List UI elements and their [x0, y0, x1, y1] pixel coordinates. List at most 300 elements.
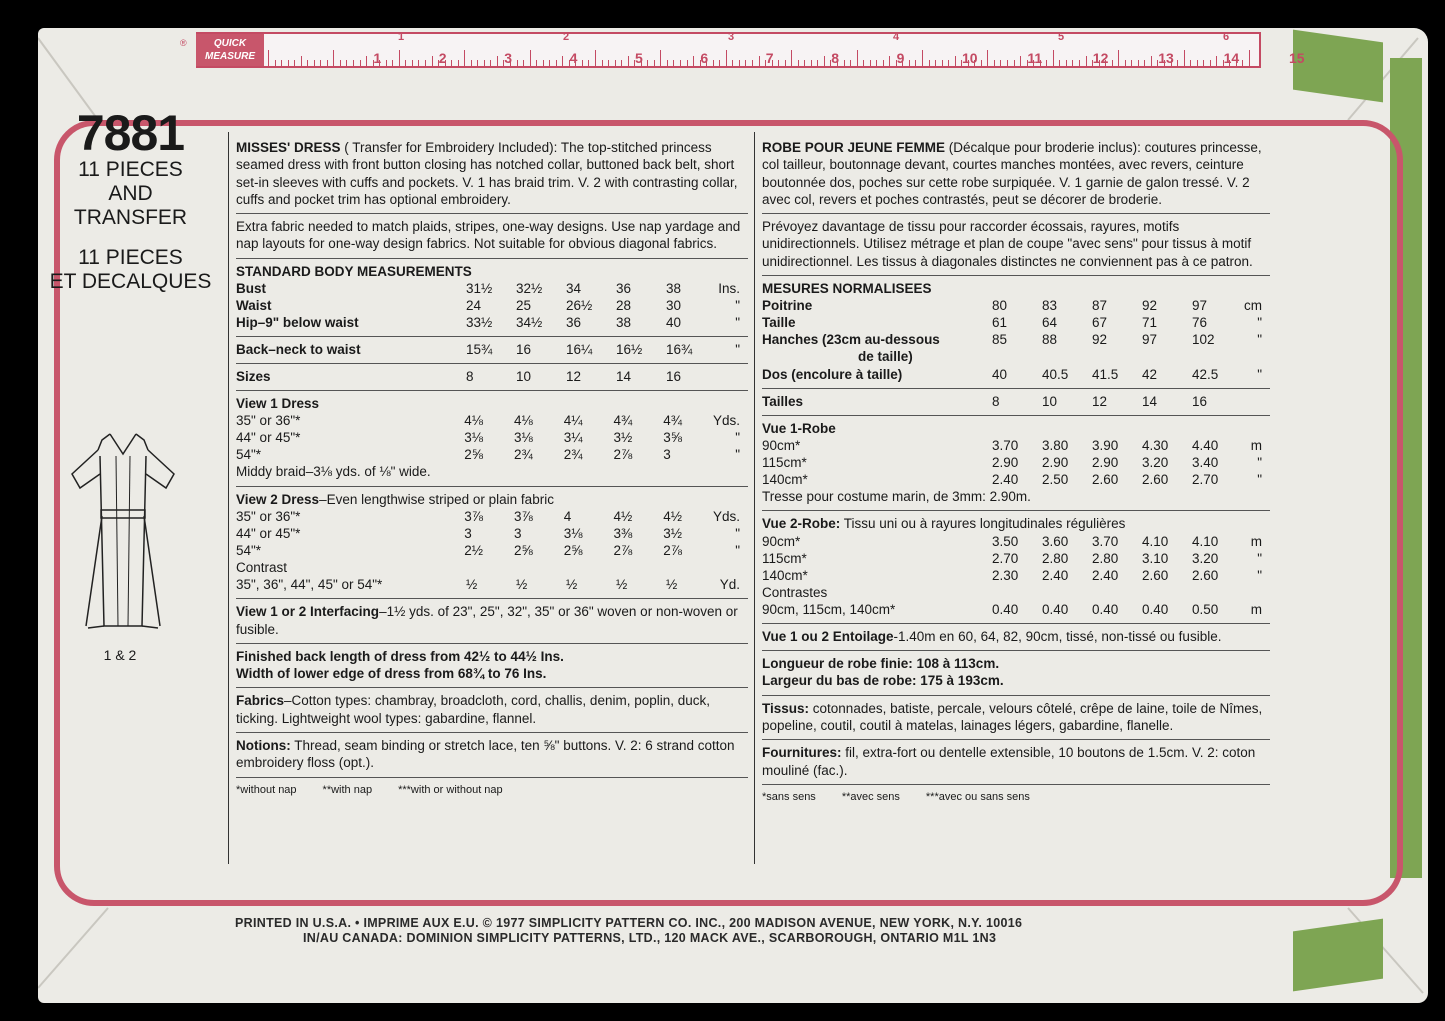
cell-value: 3⅛: [464, 430, 484, 446]
printed-notice: PRINTED IN U.S.A. • IMPRIME AUX E.U. © 1977 SIMPLICITY PATTERN CO. INC., 200 MADISON AVENUE, NEW YORK, N.Y. 10016 IN/AU CANADA: DOMINION SIMPLICITY PATTERNS, LTD., 120 MACK AVE., SCARBOROUGH, ONTARIO M1L 1N3: [235, 916, 1023, 945]
ruler-tick: [320, 60, 321, 66]
registered-mark: ®: [180, 38, 187, 48]
ruler-tick: [556, 60, 557, 66]
ruler-cm-label: 8: [831, 50, 839, 66]
ruler-tick: [759, 56, 760, 66]
ruler-tick: [1210, 60, 1211, 66]
ruler-tick: [922, 50, 923, 66]
cell-value: 2⅝: [464, 447, 484, 463]
cell-value: ½: [566, 577, 578, 593]
table-row: [236, 429, 748, 446]
cell-value: 2⅝: [514, 542, 533, 558]
table-row: [236, 525, 748, 542]
unit: ": [1257, 332, 1262, 348]
cell-value: 15¾: [466, 342, 493, 358]
unit: ": [735, 447, 740, 463]
ruler-cm-label: 6: [700, 50, 709, 66]
cell-value: 3.70: [1092, 533, 1119, 549]
cell-value: 41.5: [1092, 366, 1119, 382]
table-row: [236, 341, 748, 358]
ruler-inch-label: 3: [728, 31, 735, 43]
cell-value: 4¾: [613, 413, 633, 429]
ruler-tick: [268, 50, 269, 66]
cell-value: 33½: [466, 315, 493, 331]
unit: [1242, 393, 1270, 410]
ruler-tick: [785, 60, 786, 66]
ruler-cm-label: 11: [1027, 50, 1043, 66]
ruler-inch-label: 2: [563, 31, 570, 43]
interfacing-fr: Vue 1 ou 2 Entoilage-1.40m en 60, 64, 82, 90cm, tissé, non-tissé ou fusible.: [762, 624, 1270, 651]
ruler-tick: [732, 60, 733, 66]
unit: ": [1257, 567, 1262, 583]
footnotes-en: *without nap **with nap ***with or without nap: [236, 783, 503, 796]
unit: Yd.: [719, 577, 740, 593]
ruler-tick: [307, 60, 308, 66]
ruler-tick: [1020, 56, 1021, 66]
cell-value: 36: [616, 281, 632, 297]
ruler-tick: [405, 60, 406, 66]
cell-value: 83: [1042, 298, 1058, 314]
ruler-tick: [673, 60, 674, 66]
cell-value: 40: [992, 366, 1008, 382]
cell-value: 2.40: [992, 471, 1019, 487]
row-label: Back–neck to waist: [236, 342, 361, 358]
cell-value: 12: [1092, 393, 1108, 409]
ruler-tick: [752, 60, 753, 66]
ruler-tick: [523, 60, 524, 66]
ruler-tick: [562, 56, 563, 66]
ruler-tick: [889, 56, 890, 66]
table-row: [236, 297, 748, 314]
ruler-cm-label: 15: [1289, 50, 1305, 66]
ruler-tick: [275, 60, 276, 66]
ruler-tick: [464, 50, 465, 66]
cell-value: 4.30: [1142, 437, 1169, 453]
row-label: Sizes: [236, 369, 271, 385]
views-label: 1 & 2: [103, 647, 137, 663]
column-divider-middle: [754, 132, 755, 864]
ruler-tick: [1059, 60, 1060, 66]
cell-value: 34½: [516, 315, 543, 331]
unit: ": [735, 525, 740, 541]
cell-value: 4⅛: [464, 413, 484, 429]
sizes-fr: [762, 389, 1270, 416]
cell-value: 2.60: [1142, 471, 1169, 487]
cell-value: 42.5: [1192, 366, 1219, 382]
cell-value: 76: [1192, 315, 1208, 331]
cell-value: 31½: [466, 281, 493, 297]
ruler-tick: [1000, 60, 1001, 66]
fabrics-en: Fabrics–Cotton types: chambray, broadcloth, cord, challis, denim, poplin, duck, ticking. Lightweight wool types: gabardine, flannel.: [236, 688, 748, 733]
unit: m: [1250, 437, 1262, 453]
ruler-tick: [595, 50, 596, 66]
cell-value: 0.40: [1042, 601, 1069, 617]
row-label: 44" or 45"*: [236, 430, 301, 446]
unit: ": [735, 315, 740, 331]
ruler-tick: [340, 60, 341, 66]
ruler-tick: [824, 56, 825, 66]
ruler-cm-label: 7: [765, 50, 774, 66]
cell-value: 85: [992, 332, 1008, 348]
ruler-tick: [399, 50, 400, 66]
ruler-tick: [647, 60, 648, 66]
cell-value: 0.50: [1192, 601, 1219, 617]
cell-value: 92: [1142, 298, 1158, 314]
cell-value: 2.70: [992, 550, 1019, 566]
left-column: [38, 105, 223, 294]
ruler-tick: [432, 56, 433, 66]
cell-value: 3.70: [992, 437, 1019, 453]
cell-value: 3½: [613, 430, 633, 446]
cell-value: 4¾: [663, 413, 682, 429]
ruler-tick: [615, 60, 616, 66]
cell-value: 67: [1092, 315, 1108, 331]
cell-value: 3⅜: [613, 525, 633, 541]
unit: ": [1257, 315, 1262, 331]
cell-value: 2½: [464, 542, 484, 558]
ruler-tick: [929, 60, 930, 66]
ruler-tick: [418, 60, 419, 66]
ruler-tick: [425, 60, 426, 66]
cell-value: 2.90: [992, 454, 1019, 470]
ruler-tick: [667, 60, 668, 66]
ruler-tick: [477, 60, 478, 66]
ruler-tick: [981, 60, 982, 66]
cell-value: ½: [616, 577, 628, 593]
table-row: [762, 471, 1270, 488]
ruler-tick: [1242, 60, 1243, 66]
ruler-cm-label: 5: [635, 50, 643, 66]
ruler-tick: [1177, 60, 1178, 66]
table-row: [236, 508, 748, 525]
cell-value: 3⅞: [514, 508, 533, 524]
cell-value: 26½: [566, 298, 593, 314]
cell-value: 97: [1192, 298, 1208, 314]
ruler-tick: [876, 60, 877, 66]
ruler-cm-label: 2: [438, 50, 447, 66]
cell-value: 2.60: [1192, 567, 1219, 583]
sizes-en: [236, 364, 748, 391]
row-label: 35" or 36"*: [236, 508, 301, 524]
table-row: [762, 567, 1270, 584]
unit: ": [1257, 471, 1262, 487]
ruler-tick: [360, 60, 361, 66]
unit: [716, 368, 748, 385]
table-row: [762, 533, 1270, 550]
cell-value: 28: [616, 298, 632, 314]
footnotes-fr: *sans sens **avec sens ***avec ou sans sens: [762, 790, 1030, 803]
row-label: 90cm*: [762, 437, 801, 453]
unit: ": [1257, 454, 1262, 470]
green-corner-tab-bottom: [1293, 919, 1383, 992]
cell-value: 34: [566, 281, 582, 297]
ruler-tick: [327, 60, 328, 66]
table-row: [762, 314, 1270, 331]
row-label: Hip–9" below waist: [236, 315, 359, 331]
column-divider-left: [228, 132, 229, 864]
ruler-tick: [1184, 50, 1185, 66]
ruler-tick: [850, 60, 851, 66]
ruler-tick: [281, 60, 282, 66]
table-row: [236, 314, 748, 331]
cell-value: 10: [1042, 393, 1058, 409]
notions-fr: Fournitures: fil, extra-fort ou dentelle extensible, 10 boutons de 1.5cm. V. 2: coton mouliné (fac.).: [762, 740, 1270, 785]
cell-value: 4½: [663, 508, 682, 524]
ruler-tick: [1144, 60, 1145, 66]
ruler-tick: [1014, 60, 1015, 66]
table-row: [762, 366, 1270, 383]
row-label: 90cm, 115cm, 140cm*: [762, 601, 896, 617]
ruler-tick: [693, 56, 694, 66]
table-row: [236, 446, 748, 463]
ruler-tick: [719, 60, 720, 66]
ruler-tick: [804, 60, 805, 66]
ruler-tick: [471, 60, 472, 66]
table-row: [236, 542, 748, 559]
unit: Yds.: [712, 508, 740, 524]
ruler-tick: [987, 50, 988, 66]
cell-value: 3.10: [1142, 550, 1169, 566]
cell-value: 87: [1092, 298, 1108, 314]
cell-value: 12: [566, 369, 582, 385]
ruler-tick: [392, 60, 393, 66]
view2-fr: Vue 2-Robe: Tissu uni ou à rayures longitudinales régulières 90cm* 3.50 3.60 3.70 4.10 4.10 m 115cm* 2.70 2.80 2.80 3.10 3.20 " 140cm* 2.30 2.40 2.40 2.60 2.60 " Contrastes 90cm, 115cm, 140cm* 0.40 0.40 0.40 0.40 0.50 m: [762, 511, 1270, 624]
measurements-en: STANDARD BODY MEASUREMENTS Bust 31½ 32½ 34 36 38 Ins. Waist 24 25 26½ 28 30 " Hip–9" below waist 33½ 34½ 36 38 40 ": [236, 259, 748, 337]
finished-en: Finished back length of dress from 42½ to 44½ Ins. Width of lower edge of dress from 68¾ to 76 Ins.: [236, 644, 748, 689]
ruler-tick: [1216, 56, 1217, 66]
cell-value: 4⅛: [514, 413, 533, 429]
ruler-cm-label: 12: [1092, 50, 1109, 66]
english-column: [236, 135, 748, 799]
ruler-tick: [621, 60, 622, 66]
cell-value: 0.40: [992, 601, 1019, 617]
cell-value: 8: [992, 393, 1000, 409]
row-label: 44" or 45"*: [236, 525, 301, 541]
description-en: MISSES' DRESS ( Transfer for Embroidery Included): The top-stitched princess seamed dress with front button closing has notched collar, buttoned back belt, short set-in sleeves with cuffs and pockets. V. 1 has braid trim. V. 2 with contrasting collar, cuffs and pocket trim has optional embroidery.: [236, 135, 748, 214]
cell-value: 2.80: [1042, 550, 1069, 566]
cell-value: 2¾: [514, 447, 533, 463]
cell-value: 14: [616, 369, 632, 385]
ruler-tick: [294, 60, 295, 66]
cell-value: 3¼: [563, 430, 583, 446]
cell-value: 3.20: [1192, 550, 1219, 566]
unit: m: [1250, 533, 1262, 549]
ruler-tick: [628, 56, 629, 66]
unit: ": [735, 542, 740, 558]
ruler-cm-label: 3: [504, 50, 512, 66]
row-label: 35" or 36"*: [236, 413, 301, 429]
fabrics-fr: Tissus: cotonnades, batiste, percale, velours côtelé, crêpe de laine, toile de Nîmes, popeline, coutil, coutil à matelas, lainages légers, gabardine, flanelle.: [762, 696, 1270, 741]
ruler-tick: [353, 60, 354, 66]
cell-value: 2.60: [1142, 567, 1169, 583]
ruler-tick: [739, 60, 740, 66]
unit: ": [1257, 366, 1262, 382]
ruler-cm-label: 14: [1223, 50, 1240, 66]
ruler-inch-label: 5: [1058, 31, 1065, 43]
cell-value: 2⅞: [613, 542, 633, 558]
ruler-tick: [745, 60, 746, 66]
table-row: [762, 550, 1270, 567]
table-row: [762, 454, 1270, 471]
unit: ": [735, 430, 740, 446]
unit: ": [735, 342, 740, 358]
row-label: Taille: [762, 315, 796, 331]
ruler-tick: [1112, 60, 1113, 66]
row-label: Dos (encolure à taille): [762, 366, 903, 382]
cell-value: 36: [566, 315, 582, 331]
cell-value: 4¼: [563, 413, 583, 429]
ruler-tick: [948, 60, 949, 66]
ruler-tick: [955, 56, 956, 66]
unit: ": [1257, 550, 1262, 566]
ruler-tick: [458, 60, 459, 66]
cell-value: 71: [1142, 315, 1158, 331]
unit: Ins.: [718, 281, 740, 297]
cell-value: 25: [516, 298, 532, 314]
ruler-tick: [1072, 60, 1073, 66]
ruler-tick: [798, 60, 799, 66]
ruler-tick: [680, 60, 681, 66]
ruler-tick: [588, 60, 589, 66]
ruler-tick: [844, 60, 845, 66]
ruler-tick: [451, 60, 452, 66]
ruler-tick: [1151, 56, 1152, 66]
ruler-tick: [811, 60, 812, 66]
ruler-tick: [1138, 60, 1139, 66]
cell-value: 40.5: [1042, 366, 1069, 382]
interfacing-en: View 1 or 2 Interfacing–1½ yds. of 23", 25", 32", 35" or 36" woven or non-woven or fusible.: [236, 599, 748, 644]
cell-value: 4½: [613, 508, 633, 524]
cell-value: 2.60: [1092, 471, 1119, 487]
ruler-tick: [530, 50, 531, 66]
view1-en: View 1 Dress 35" or 36"* 4⅛ 4⅛ 4¼ 4¾ 4¾ Yds. 44" or 45"* 3⅛ 3⅛ 3¼ 3½ 3⅝ " 54"* 2⅝ 2¾ 2¾ 2⅞ 3 " Middy braid–3⅛ yds. of ⅛" wide.: [236, 391, 748, 487]
cell-value: 4.10: [1142, 533, 1169, 549]
ruler-tick: [935, 60, 936, 66]
ruler-tick: [333, 50, 334, 66]
cell-value: 64: [1042, 315, 1058, 331]
ruler-tick: [1203, 60, 1204, 66]
row-label: Tailles: [762, 393, 804, 409]
ruler-tick: [654, 60, 655, 66]
row-label: Hanches (23cm au-dessous: [762, 332, 940, 348]
dress-sketch: [58, 426, 188, 663]
ruler-tick: [1249, 50, 1250, 66]
ruler-cm-label: 1: [373, 50, 382, 66]
cell-value: 3½: [663, 525, 682, 541]
row-label: Poitrine: [762, 298, 813, 314]
cell-value: 30: [666, 298, 682, 314]
ruler-tick: [1131, 60, 1132, 66]
ruler-tick: [870, 60, 871, 66]
cell-value: 92: [1092, 332, 1108, 348]
cell-value: 3.80: [1042, 437, 1069, 453]
ruler-tick: [857, 50, 858, 66]
ruler-tick: [660, 50, 661, 66]
cell-value: 2⅝: [563, 542, 583, 558]
cell-value: 16¾: [666, 342, 693, 358]
ruler-tick: [1197, 60, 1198, 66]
ruler-tick: [1079, 60, 1080, 66]
table-row: [762, 393, 1270, 410]
extra-fabric-fr: Prévoyez davantage de tissu pour raccorder écossais, rayures, motifs unidirectionnels. Utilisez métrage et plan de coupe "avec sens" pour tissus à motif unidirectionnel. Les tissus à diagonales distinctes ne conviennent pas à ce patron.: [762, 214, 1270, 276]
extra-fabric-en: Extra fabric needed to match plaids, stripes, one-way designs. Use nap yardage and nap layouts for one-way design fabrics. Not suitable for obvious diagonal fabrics.: [236, 214, 748, 259]
cell-value: ½: [516, 577, 528, 593]
cell-value: 2.90: [1092, 454, 1119, 470]
ruler-tick: [1118, 50, 1119, 66]
ruler-tick: [314, 60, 315, 66]
ruler-tick: [883, 60, 884, 66]
unit: ": [735, 298, 740, 314]
ruler-tick: [778, 60, 779, 66]
cell-value: 2.30: [992, 567, 1019, 583]
ruler-tick: [497, 56, 498, 66]
description-fr: ROBE POUR JEUNE FEMME (Décalque pour broderie inclus): coutures princesse, col tailleur, boutonnage devant, courtes manches montées, avec revers, ceinture boutonnée dos, poches sur cette robe surpiquée. V. 1 garnie de galon tressé. V. 2 avec col, revers et poches contrastés, peut se décorer de broderie.: [762, 135, 1270, 214]
ruler-tick: [536, 60, 537, 66]
cell-value: 2.90: [1042, 454, 1069, 470]
cell-value: 38: [666, 281, 682, 297]
measurements-fr: MESURES NORMALISEES Poitrine 80 83 87 92 97 cm Taille 61 64 67 71 76 " Hanches (23cm au-dessous 85 88 92 97 102 " de taille) Dos (encolure à taille) 40 40.5 41.5 42 42.5 ": [762, 276, 1270, 389]
ruler-tick: [288, 60, 289, 66]
cell-value: 2.40: [1042, 567, 1069, 583]
finished-fr: Longueur de robe finie: 108 à 113cm. Largeur du bas de robe: 175 à 193cm.: [762, 651, 1270, 696]
ruler-tick: [386, 60, 387, 66]
ruler-tick: [687, 60, 688, 66]
row-label: Bust: [236, 281, 266, 297]
cell-value: 3.50: [992, 533, 1019, 549]
ruler-tick: [1125, 60, 1126, 66]
cell-value: 4.10: [1192, 533, 1219, 549]
row-label: 54"*: [236, 542, 262, 558]
cell-value: 4: [563, 508, 572, 524]
cell-value: 16¼: [566, 342, 593, 358]
row-label: 54"*: [236, 447, 262, 463]
row-label: 140cm*: [762, 471, 808, 487]
cell-value: 3: [663, 447, 671, 463]
ruler-tick: [726, 50, 727, 66]
ruler-cm-label: 10: [962, 50, 978, 66]
cell-value: 2⅞: [613, 447, 633, 463]
cell-value: ½: [466, 577, 478, 593]
ruler-tick: [301, 56, 302, 66]
cell-value: 10: [516, 369, 532, 385]
ruler-tick: [1046, 60, 1047, 66]
ruler-tick: [942, 60, 943, 66]
ruler-tick: [1086, 56, 1087, 66]
ruler-tick: [713, 60, 714, 66]
table-row: [762, 331, 1270, 348]
ruler-tick: [366, 56, 367, 66]
cell-value: ½: [666, 577, 678, 593]
view1-fr: Vue 1-Robe 90cm* 3.70 3.80 3.90 4.30 4.40 m 115cm* 2.90 2.90 2.90 3.20 3.40 " 140cm* 2.40 2.50 2.60 2.60 2.70 " Tresse pour costume marin, de 3mm: 2.90m.: [762, 416, 1270, 512]
notions-en: Notions: Thread, seam binding or stretch lace, ten ⅝" buttons. V. 2: 6 strand cotton embroidery floss (opt.).: [236, 733, 748, 778]
unit: m: [1250, 601, 1262, 617]
quick-measure-ruler: [196, 31, 1305, 68]
table-row: [236, 412, 748, 429]
green-corner-tab-top: [1293, 30, 1383, 103]
table-row: [762, 297, 1270, 314]
ruler-tick: [817, 60, 818, 66]
cell-value: 40: [666, 315, 682, 331]
ruler-tick: [517, 60, 518, 66]
ruler-tick: [608, 60, 609, 66]
cell-value: 3.40: [1192, 454, 1219, 470]
cell-value: 4.40: [1192, 437, 1219, 453]
cell-value: 88: [1042, 332, 1058, 348]
pieces-fr: 11 PIECES ET DECALQUES: [49, 246, 212, 293]
cell-value: 102: [1192, 332, 1215, 348]
cell-value: 0.40: [1142, 601, 1169, 617]
cell-value: 2.70: [1192, 471, 1219, 487]
